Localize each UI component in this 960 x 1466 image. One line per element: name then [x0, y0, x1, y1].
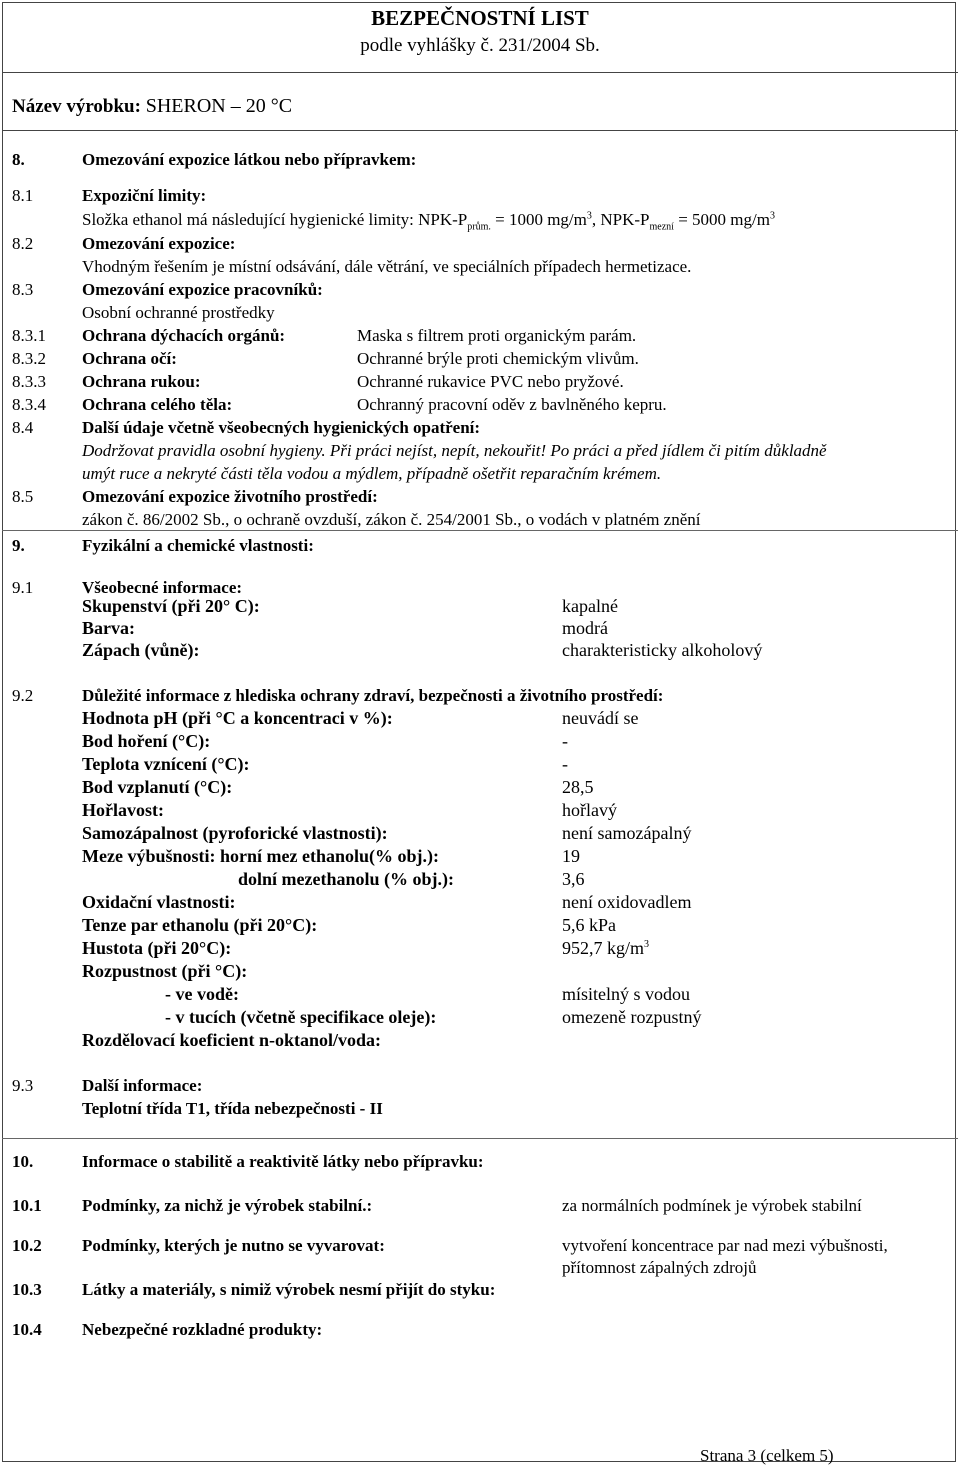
item-8-3-3-label: Ochrana rukou: — [82, 372, 201, 391]
limits-sub-c: mezní — [649, 221, 674, 233]
section-9-title: Fyzikální a chemické vlastnosti: — [82, 536, 314, 555]
general-row-label-3: Zápach (vůně): — [82, 640, 200, 660]
limits-text-b: = 1000 mg/m — [490, 210, 587, 229]
property-value-14: omezeně rozpustný — [562, 1007, 702, 1027]
item-10-3-num: 10.3 — [12, 1280, 42, 1299]
section-8-4-num: 8.4 — [12, 418, 34, 437]
product-line — [12, 96, 292, 117]
property-label-11: Hustota (při 20°C): — [82, 938, 232, 958]
item-8-3-1-num: 8.3.1 — [12, 326, 46, 345]
section-9-1-title: Všeobecné informace: — [82, 578, 243, 597]
item-10-1-label: Podmínky, za nichž je výrobek stabilní.: — [82, 1196, 373, 1215]
section-8-5-text: zákon č. 86/2002 Sb., o ochraně ovzduší, zákon č. 254/2001 Sb., o vodách v platném znění — [82, 510, 701, 529]
limits-sup-b: 3 — [586, 210, 592, 222]
section-8-5-title: Omezování expozice životního prostředí: — [82, 487, 378, 506]
section-8-3-text: Osobní ochranné prostředky — [82, 303, 275, 322]
page-number: Strana 3 (celkem 5) — [700, 1446, 834, 1465]
item-8-3-4-label: Ochrana celého těla: — [82, 395, 233, 414]
section-8-num: 8. — [12, 150, 25, 169]
section-10-title: Informace o stabilitě a reaktivitě látky nebo přípravku: — [82, 1152, 484, 1171]
property-value-11 — [562, 938, 649, 958]
limits-text-c: , NPK-P — [591, 210, 650, 229]
property-label-9: Oxidační vlastnosti: — [82, 892, 236, 912]
hygiene-text-line-1: Dodržovat pravidla osobní hygieny. Při práci nejíst, nepít, nekouřit! Po práci a před jídlem či pitím důkladně — [82, 441, 827, 460]
limits-text-d: = 5000 mg/m — [673, 210, 770, 229]
property-label-3: Teplota vznícení (°C): — [82, 754, 250, 774]
general-row-label-2: Barva: — [82, 618, 135, 638]
item-10-4-label: Nebezpečné rozkladné produkty: — [82, 1320, 323, 1339]
item-8-3-4-num: 8.3.4 — [12, 395, 46, 414]
property-value-3: - — [562, 754, 568, 774]
hygiene-text-line-2: umýt ruce a nekryté části těla vodou a mýdlem, případně ošetřit reparačním krémem. — [82, 464, 662, 483]
item-8-3-3-num: 8.3.3 — [12, 372, 46, 391]
property-label-14: - v tucích (včetně specifikace oleje): — [165, 1007, 437, 1027]
section-8-3-title: Omezování expozice pracovníků: — [82, 280, 323, 299]
section-9-num: 9. — [12, 536, 25, 555]
section-8-5-num: 8.5 — [12, 487, 34, 506]
document-subtitle: podle vyhlášky č. 231/2004 Sb. — [360, 35, 600, 56]
section-8-2-num: 8.2 — [12, 234, 34, 253]
product-divider — [2, 130, 958, 131]
property-label-10: Tenze par ethanolu (při 20°C): — [82, 915, 318, 935]
document-title: BEZPEČNOSTNÍ LIST — [371, 6, 589, 30]
property-label-6: Samozápalnost (pyroforické vlastnosti): — [82, 823, 388, 843]
property-label-4: Bod vzplanutí (°C): — [82, 777, 233, 797]
item-8-3-2-label: Ochrana očí: — [82, 349, 177, 368]
section-9-3-text: Teplotní třída T1, třída nebezpečnosti - II — [82, 1099, 383, 1118]
section-divider-10 — [2, 1138, 958, 1139]
limits-sup-d: 3 — [769, 210, 775, 222]
item-10-2-value: vytvoření koncentrace par nad mezi výbušnosti, — [562, 1236, 888, 1255]
item-10-3-label: Látky a materiály, s nimiž výrobek nesmí přijít do styku: — [82, 1280, 496, 1299]
item-10-2-num: 10.2 — [12, 1236, 42, 1255]
general-row-value-2: modrá — [562, 618, 608, 638]
item-10-2-label: Podmínky, kterých je nutno se vyvarovat: — [82, 1236, 385, 1255]
product-label: Název výrobku: — [12, 96, 141, 117]
property-value-6: není samozápalný — [562, 823, 692, 843]
property-label-5: Hořlavost: — [82, 800, 164, 820]
property-label-7: Meze výbušnosti: horní mez ethanolu(% obj.): — [82, 846, 439, 866]
property-value-1: neuvádí se — [562, 708, 639, 728]
general-row-label-1: Skupenství (při 20° C): — [82, 596, 260, 616]
property-label-15: Rozdělovací koeficient n-oktanol/voda: — [82, 1030, 381, 1050]
section-9-3-title: Další informace: — [82, 1076, 203, 1095]
item-8-3-4-value: Ochranný pracovní oděv z bavlněného kepru. — [357, 395, 667, 414]
property-value-2: - — [562, 731, 568, 751]
property-label-13: - ve vodě: — [165, 984, 239, 1004]
section-8-3-num: 8.3 — [12, 280, 34, 299]
property-value-4: 28,5 — [562, 777, 594, 797]
item-8-3-1-label: Ochrana dýchacích orgánů: — [82, 326, 286, 345]
item-8-3-3-value: Ochranné rukavice PVC nebo pryžové. — [357, 372, 624, 391]
item-8-3-2-value: Ochranné brýle proti chemickým vlivům. — [357, 349, 639, 368]
limits-text-a: Složka ethanol má následující hygienické limity: NPK-P — [82, 210, 468, 229]
product-name: SHERON – 20 °C — [145, 95, 293, 117]
property-value-10: 5,6 kPa — [562, 915, 616, 935]
general-row-value-3: charakteristicky alkoholový — [562, 640, 763, 660]
density-value: 952,7 kg/m — [562, 938, 645, 958]
property-value-8: 3,6 — [562, 869, 585, 889]
section-9-2-num: 9.2 — [12, 686, 34, 705]
item-10-1-value: za normálních podmínek je výrobek stabilní — [562, 1196, 862, 1215]
exposure-limits-text — [82, 210, 775, 233]
property-value-5: hořlavý — [562, 800, 617, 820]
section-9-2-title: Důležité informace z hlediska ochrany zdraví, bezpečnosti a životního prostředí: — [82, 686, 664, 705]
item-8-3-2-num: 8.3.2 — [12, 349, 46, 368]
section-8-2-title: Omezování expozice: — [82, 234, 236, 253]
section-9-1-num: 9.1 — [12, 578, 34, 597]
section-10-num: 10. — [12, 1152, 34, 1171]
section-8-1-title: Expoziční limity: — [82, 186, 207, 205]
section-8-4-title: Další údaje včetně všeobecných hygienických opatření: — [82, 418, 481, 437]
property-label-1: Hodnota pH (při °C a koncentraci v %): — [82, 708, 393, 728]
property-label-12: Rozpustnost (při °C): — [82, 961, 248, 981]
section-divider-9 — [2, 530, 958, 531]
section-8-2-text: Vhodným řešením je místní odsávání, dále větrání, ve speciálních případech hermetizace. — [82, 257, 692, 276]
item-10-1-num: 10.1 — [12, 1196, 42, 1215]
limits-sub-a: prům. — [467, 221, 491, 233]
section-8-title: Omezování expozice látkou nebo přípravkem: — [82, 150, 417, 169]
section-9-3-num: 9.3 — [12, 1076, 34, 1095]
property-value-13: mísitelný s vodou — [562, 984, 691, 1004]
property-label-8: dolní mezethanolu (% obj.): — [238, 869, 454, 889]
item-8-3-1-value: Maska s filtrem proti organickým parám. — [357, 326, 637, 345]
property-value-7: 19 — [562, 846, 580, 866]
general-row-value-1: kapalné — [562, 596, 618, 616]
density-sup: 3 — [644, 939, 650, 950]
section-8-1-num: 8.1 — [12, 186, 34, 205]
item-10-4-num: 10.4 — [12, 1320, 42, 1339]
property-value-9: není oxidovadlem — [562, 892, 692, 912]
property-label-2: Bod hoření (°C): — [82, 731, 211, 751]
item-10-2-value-2: přítomnost zápalných zdrojů — [562, 1258, 757, 1277]
header-divider — [2, 72, 958, 73]
